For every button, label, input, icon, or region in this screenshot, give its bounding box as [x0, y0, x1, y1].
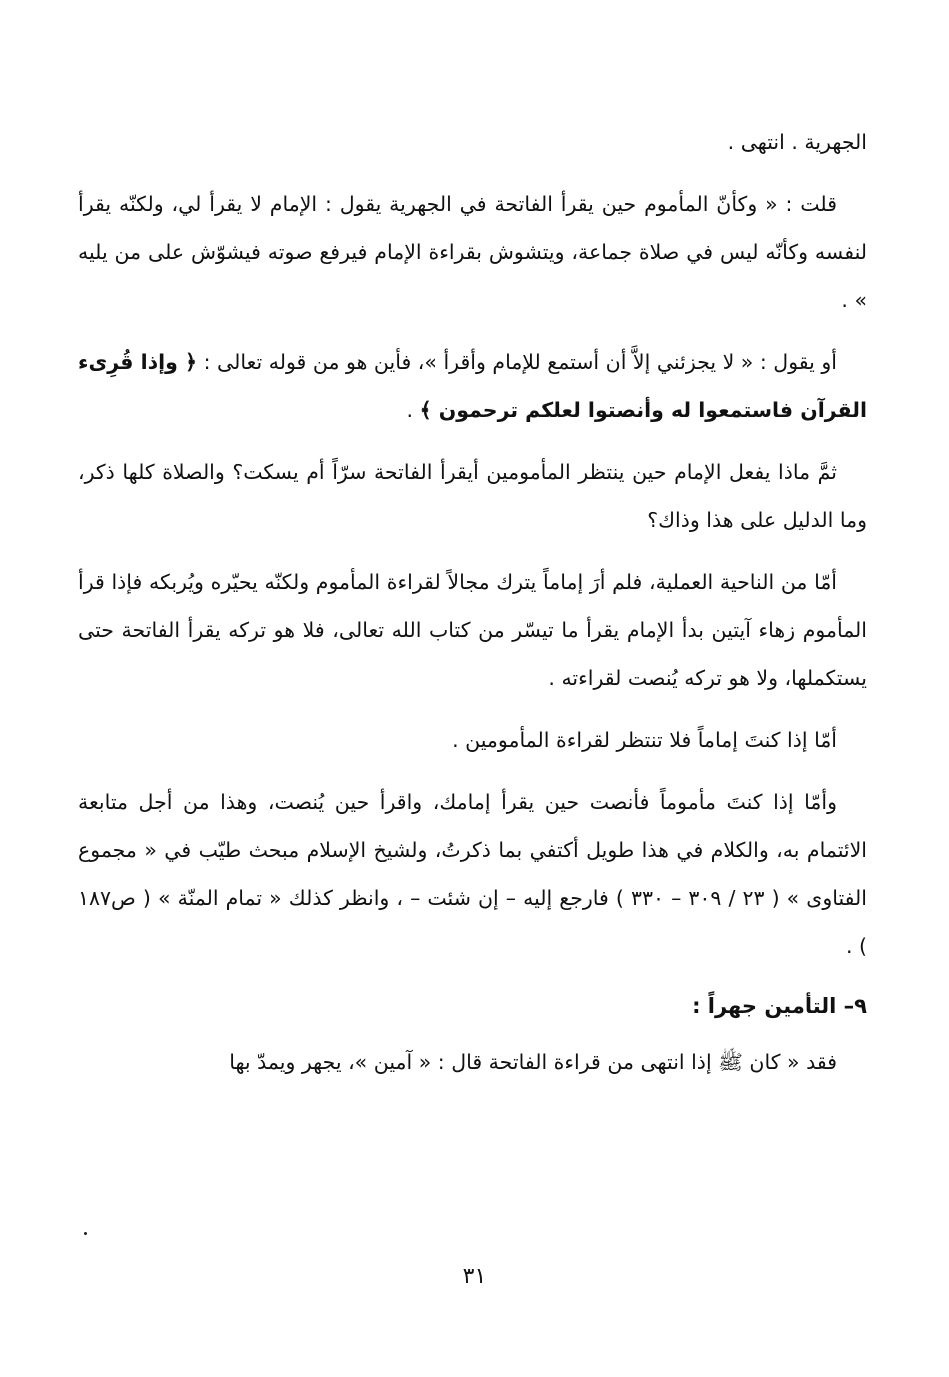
- paragraph-5: أمّا من الناحية العملية، فلم أرَ إماماً يترك مجالاً لقراءة المأموم ولكنّه يحيّره ويُربكه فإذا قرأ المأموم زهاء آيتين بدأ الإمام يقرأ ما تيسّر من كتاب الله تعالى، فلا هو تركه يقرأ الفاتحة حتى يستكملها، ولا هو تركه يُنصت لقراءته .: [78, 570, 867, 690]
- paragraph-3-text: أو يقول : « لا يجزئني إلاَّ أن أستمع للإمام وأقرأ »، فأين هو من قوله تعالى :: [203, 350, 837, 374]
- paragraph-3: [78, 338, 867, 434]
- paragraph-8: فقد « كان ﷺ إذا انتهى من قراءة الفاتحة قال : « آمين »، يجهر ويمدّ بها: [229, 1050, 837, 1074]
- paragraph-2: قلت : « وكأنّ المأموم حين يقرأ الفاتحة في الجهرية يقول : الإمام لا يقرأ لي، ولكنّه يقرأ لنفسه وكأنّه ليس في صلاة جماعة، ويتشوش بقراءة الإمام فيرفع صوته فيشوّش على من يليه » .: [78, 192, 867, 312]
- paragraph-7: وأمّا إذا كنتَ مأموماً فأنصت حين يقرأ إمامك، واقرأ حين يُنصت، وهذا من أجل متابعة الائتمام به، والكلام في هذا طويل أكتفي بما ذكرتُ، ولشيخ الإسلام مبحث طيّب في « مجموع الفتاوى » ( ٢٣ / ٣٠٩ – ٣٣٠ ) فارجع إليه – إن شئت – ، وانظر كذلك « تمام المنّة » ( ص١٨٧ ) .: [78, 790, 867, 958]
- quran-verse: ﴿ وإذا قُرِىء القرآن فاستمعوا له وأنصتوا لعلكم ترحمون ﴾: [78, 350, 867, 422]
- paragraph-4: ثمَّ ماذا يفعل الإمام حين ينتظر المأمومين أيقرأ الفاتحة سرّاً أم يسكت؟ والصلاة كلها ذكر، وما الدليل على هذا وذاك؟: [78, 460, 867, 532]
- print-speck: [84, 1232, 87, 1235]
- paragraph-1: الجهرية . انتهى .: [727, 130, 867, 154]
- paragraph-3-end: .: [406, 398, 420, 422]
- page-number: ٣١: [462, 1264, 487, 1289]
- section-heading: ٩– التأمين جهراً :: [692, 994, 867, 1018]
- paragraph-6: أمّا إذا كنتَ إماماً فلا تنتظر لقراءة المأمومين .: [452, 728, 837, 752]
- page-body: [78, 118, 867, 1100]
